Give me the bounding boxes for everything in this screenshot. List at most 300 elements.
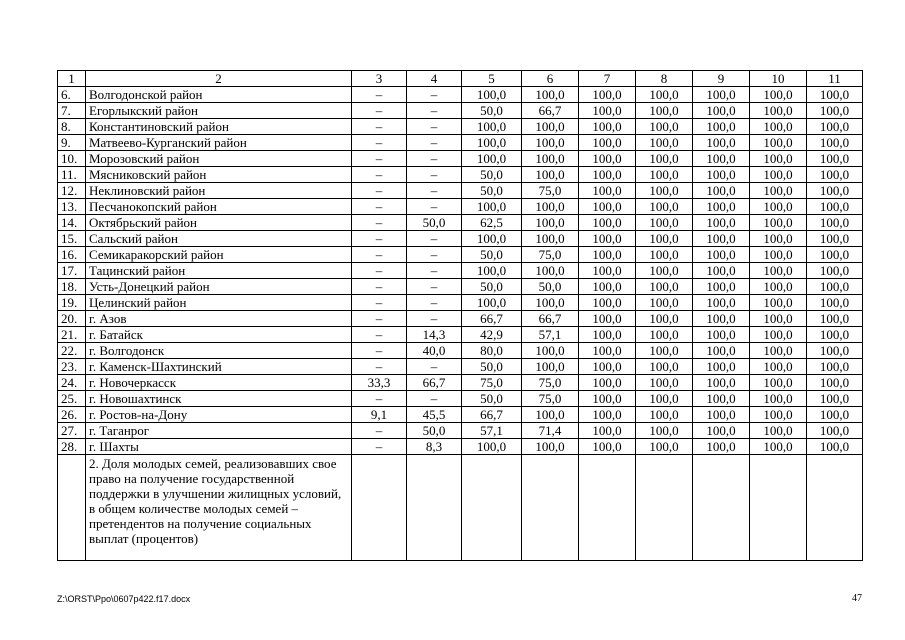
value-cell-7: 100,0 <box>579 359 636 375</box>
territory-name-cell: г. Шахты <box>86 439 352 455</box>
value-cell-6: 57,1 <box>522 327 579 343</box>
value-cell-5: 50,0 <box>462 279 522 295</box>
value-cell-10: 100,0 <box>750 311 807 327</box>
value-cell-10: 100,0 <box>750 151 807 167</box>
value-cell-9: 100,0 <box>693 391 750 407</box>
table-row <box>58 279 863 295</box>
value-cell-5: 42,9 <box>462 327 522 343</box>
value-cell-8: 100,0 <box>636 119 693 135</box>
value-cell-4: – <box>407 359 462 375</box>
value-cell-8: 100,0 <box>636 295 693 311</box>
value-cell-11: 100,0 <box>807 263 863 279</box>
value-cell-7: 100,0 <box>579 391 636 407</box>
value-cell-8: 100,0 <box>636 183 693 199</box>
territory-name-cell: г. Азов <box>86 311 352 327</box>
value-cell-3: – <box>352 423 407 439</box>
territory-name-cell: Тацинский район <box>86 263 352 279</box>
value-cell-9: 100,0 <box>693 407 750 423</box>
value-cell-6: 100,0 <box>522 151 579 167</box>
value-cell-5: 66,7 <box>462 407 522 423</box>
value-cell-10: 100,0 <box>750 359 807 375</box>
value-cell-4: 50,0 <box>407 215 462 231</box>
row-number-cell: 10. <box>58 151 86 167</box>
value-cell-5: 100,0 <box>462 231 522 247</box>
value-cell-9: 100,0 <box>693 439 750 455</box>
value-cell-4: – <box>407 119 462 135</box>
value-cell-9: 100,0 <box>693 87 750 103</box>
value-cell-9: 100,0 <box>693 199 750 215</box>
territory-name-cell: Песчанокопский район <box>86 199 352 215</box>
value-cell-8: 100,0 <box>636 423 693 439</box>
value-cell-5: 50,0 <box>462 247 522 263</box>
column-header-4: 4 <box>407 71 462 87</box>
value-cell-3: – <box>352 327 407 343</box>
value-cell-3: – <box>352 199 407 215</box>
value-cell-8: 100,0 <box>636 231 693 247</box>
table-row <box>58 407 863 423</box>
value-cell-10: 100,0 <box>750 183 807 199</box>
value-cell-8: 100,0 <box>636 87 693 103</box>
row-number-cell: 27. <box>58 423 86 439</box>
row-number-cell: 16. <box>58 247 86 263</box>
value-cell-5: 50,0 <box>462 103 522 119</box>
value-cell-11: 100,0 <box>807 183 863 199</box>
table-row <box>58 375 863 391</box>
value-cell-8: 100,0 <box>636 311 693 327</box>
row-number-cell: 9. <box>58 135 86 151</box>
row-number-cell: 24. <box>58 375 86 391</box>
value-cell-4: – <box>407 263 462 279</box>
indicator-description-row <box>58 455 863 561</box>
territory-name-cell: г. Волгодонск <box>86 343 352 359</box>
footer-file-path: Z:\ORST\Ppo\0607p422.f17.docx <box>57 594 191 604</box>
value-cell-8: 100,0 <box>636 199 693 215</box>
value-cell-10: 100,0 <box>750 423 807 439</box>
value-cell-10: 100,0 <box>750 231 807 247</box>
value-cell-7: 100,0 <box>579 231 636 247</box>
territory-name-cell: г. Батайск <box>86 327 352 343</box>
value-cell-11: 100,0 <box>807 343 863 359</box>
value-cell-6: 100,0 <box>522 167 579 183</box>
column-header-6: 6 <box>522 71 579 87</box>
value-cell-6: 100,0 <box>522 263 579 279</box>
value-cell-11: 100,0 <box>807 87 863 103</box>
value-cell-8: 100,0 <box>636 391 693 407</box>
value-cell-10: 100,0 <box>750 263 807 279</box>
value-cell-11: 100,0 <box>807 103 863 119</box>
value-cell-11: 100,0 <box>807 279 863 295</box>
table-header-row <box>58 71 863 87</box>
value-cell-6: 100,0 <box>522 215 579 231</box>
data-table <box>57 70 863 561</box>
row-number-cell: 6. <box>58 87 86 103</box>
value-cell-9: 100,0 <box>693 183 750 199</box>
value-cell-3: – <box>352 103 407 119</box>
value-cell-5: 80,0 <box>462 343 522 359</box>
row-number-cell: 22. <box>58 343 86 359</box>
value-cell-9: 100,0 <box>693 151 750 167</box>
value-cell-5: 100,0 <box>462 199 522 215</box>
value-cell-7: 100,0 <box>579 151 636 167</box>
territory-name-cell: Морозовский район <box>86 151 352 167</box>
row-number-cell: 7. <box>58 103 86 119</box>
value-cell-9: 100,0 <box>693 343 750 359</box>
value-cell-3: – <box>352 359 407 375</box>
value-cell-9: 100,0 <box>693 119 750 135</box>
value-cell-5: 100,0 <box>462 263 522 279</box>
value-cell-4: 14,3 <box>407 327 462 343</box>
indicator-description-text: 2. Доля молодых семей, реализовавших свое право на получение государственной поддержки в улучшении жилищных условий, в общем количестве молодых семей – претендентов на получение социальных выплат (процентов) <box>86 455 352 561</box>
value-cell-11: 100,0 <box>807 199 863 215</box>
value-cell-7: 100,0 <box>579 103 636 119</box>
value-cell-10: 100,0 <box>750 391 807 407</box>
territory-name-cell: Неклиновский район <box>86 183 352 199</box>
value-cell-7: 100,0 <box>579 375 636 391</box>
table-row <box>58 359 863 375</box>
row-number-cell: 25. <box>58 391 86 407</box>
value-cell-11: 100,0 <box>807 359 863 375</box>
value-cell-5: 50,0 <box>462 167 522 183</box>
value-cell-5: 57,1 <box>462 423 522 439</box>
value-cell-3: 33,3 <box>352 375 407 391</box>
value-cell-5: 50,0 <box>462 391 522 407</box>
value-cell-5: 75,0 <box>462 375 522 391</box>
value-cell-8: 100,0 <box>636 359 693 375</box>
value-cell-10: 100,0 <box>750 295 807 311</box>
value-cell-10: 100,0 <box>750 343 807 359</box>
value-cell-4: – <box>407 295 462 311</box>
table-row <box>58 295 863 311</box>
territory-name-cell: Константиновский район <box>86 119 352 135</box>
territory-name-cell: г. Таганрог <box>86 423 352 439</box>
territory-name-cell: Сальский район <box>86 231 352 247</box>
value-cell-10: 100,0 <box>750 119 807 135</box>
value-cell-9: 100,0 <box>693 215 750 231</box>
value-cell-6: 75,0 <box>522 391 579 407</box>
empty-cell <box>807 455 863 561</box>
value-cell-10: 100,0 <box>750 87 807 103</box>
value-cell-7: 100,0 <box>579 199 636 215</box>
row-number-cell: 21. <box>58 327 86 343</box>
territory-name-cell: Целинский район <box>86 295 352 311</box>
value-cell-3: – <box>352 231 407 247</box>
territory-name-cell: Семикаракорский район <box>86 247 352 263</box>
table-row <box>58 151 863 167</box>
column-header-5: 5 <box>462 71 522 87</box>
value-cell-10: 100,0 <box>750 327 807 343</box>
value-cell-4: 40,0 <box>407 343 462 359</box>
value-cell-4: – <box>407 199 462 215</box>
value-cell-4: – <box>407 183 462 199</box>
empty-cell <box>352 455 407 561</box>
row-number-cell: 8. <box>58 119 86 135</box>
value-cell-4: – <box>407 391 462 407</box>
value-cell-8: 100,0 <box>636 375 693 391</box>
table-row <box>58 343 863 359</box>
value-cell-9: 100,0 <box>693 247 750 263</box>
footer-page-number: 47 <box>852 593 862 604</box>
value-cell-6: 100,0 <box>522 407 579 423</box>
row-number-cell: 26. <box>58 407 86 423</box>
value-cell-4: – <box>407 279 462 295</box>
value-cell-4: – <box>407 167 462 183</box>
value-cell-7: 100,0 <box>579 327 636 343</box>
empty-cell <box>522 455 579 561</box>
value-cell-11: 100,0 <box>807 135 863 151</box>
table-row <box>58 439 863 455</box>
table-row <box>58 215 863 231</box>
value-cell-11: 100,0 <box>807 311 863 327</box>
column-header-11: 11 <box>807 71 863 87</box>
row-number-cell: 20. <box>58 311 86 327</box>
value-cell-10: 100,0 <box>750 215 807 231</box>
value-cell-11: 100,0 <box>807 423 863 439</box>
value-cell-11: 100,0 <box>807 295 863 311</box>
value-cell-7: 100,0 <box>579 439 636 455</box>
value-cell-3: – <box>352 295 407 311</box>
value-cell-3: – <box>352 119 407 135</box>
value-cell-9: 100,0 <box>693 359 750 375</box>
value-cell-9: 100,0 <box>693 311 750 327</box>
value-cell-4: 45,5 <box>407 407 462 423</box>
value-cell-3: – <box>352 135 407 151</box>
value-cell-6: 100,0 <box>522 87 579 103</box>
column-header-2: 2 <box>86 71 352 87</box>
value-cell-7: 100,0 <box>579 279 636 295</box>
column-header-7: 7 <box>579 71 636 87</box>
value-cell-9: 100,0 <box>693 103 750 119</box>
empty-cell <box>579 455 636 561</box>
value-cell-6: 66,7 <box>522 103 579 119</box>
value-cell-8: 100,0 <box>636 151 693 167</box>
value-cell-8: 100,0 <box>636 439 693 455</box>
value-cell-7: 100,0 <box>579 263 636 279</box>
table-row <box>58 423 863 439</box>
value-cell-3: – <box>352 151 407 167</box>
table-row <box>58 391 863 407</box>
column-header-8: 8 <box>636 71 693 87</box>
territory-name-cell: Усть-Донецкий район <box>86 279 352 295</box>
value-cell-5: 50,0 <box>462 183 522 199</box>
value-cell-10: 100,0 <box>750 247 807 263</box>
value-cell-11: 100,0 <box>807 391 863 407</box>
table-row <box>58 231 863 247</box>
value-cell-11: 100,0 <box>807 375 863 391</box>
value-cell-7: 100,0 <box>579 167 636 183</box>
empty-cell <box>750 455 807 561</box>
value-cell-6: 100,0 <box>522 199 579 215</box>
value-cell-7: 100,0 <box>579 343 636 359</box>
value-cell-6: 100,0 <box>522 343 579 359</box>
table-row <box>58 103 863 119</box>
value-cell-4: – <box>407 247 462 263</box>
value-cell-11: 100,0 <box>807 327 863 343</box>
territory-name-cell: г. Новочеркасск <box>86 375 352 391</box>
value-cell-11: 100,0 <box>807 151 863 167</box>
value-cell-10: 100,0 <box>750 279 807 295</box>
value-cell-9: 100,0 <box>693 135 750 151</box>
value-cell-6: 75,0 <box>522 247 579 263</box>
value-cell-9: 100,0 <box>693 263 750 279</box>
table-row <box>58 247 863 263</box>
value-cell-10: 100,0 <box>750 407 807 423</box>
value-cell-5: 100,0 <box>462 119 522 135</box>
row-number-cell: 23. <box>58 359 86 375</box>
value-cell-7: 100,0 <box>579 407 636 423</box>
value-cell-8: 100,0 <box>636 407 693 423</box>
value-cell-7: 100,0 <box>579 135 636 151</box>
value-cell-3: – <box>352 391 407 407</box>
column-header-1: 1 <box>58 71 86 87</box>
value-cell-7: 100,0 <box>579 247 636 263</box>
table-row <box>58 199 863 215</box>
value-cell-10: 100,0 <box>750 199 807 215</box>
row-number-cell: 12. <box>58 183 86 199</box>
value-cell-7: 100,0 <box>579 87 636 103</box>
value-cell-8: 100,0 <box>636 247 693 263</box>
value-cell-8: 100,0 <box>636 343 693 359</box>
table-row <box>58 263 863 279</box>
value-cell-5: 50,0 <box>462 359 522 375</box>
value-cell-7: 100,0 <box>579 183 636 199</box>
value-cell-6: 75,0 <box>522 375 579 391</box>
value-cell-4: 50,0 <box>407 423 462 439</box>
row-number-cell: 13. <box>58 199 86 215</box>
row-number-cell: 28. <box>58 439 86 455</box>
value-cell-11: 100,0 <box>807 167 863 183</box>
table-row <box>58 119 863 135</box>
value-cell-3: 9,1 <box>352 407 407 423</box>
value-cell-5: 62,5 <box>462 215 522 231</box>
value-cell-3: – <box>352 439 407 455</box>
value-cell-10: 100,0 <box>750 375 807 391</box>
value-cell-9: 100,0 <box>693 375 750 391</box>
value-cell-7: 100,0 <box>579 311 636 327</box>
value-cell-7: 100,0 <box>579 423 636 439</box>
value-cell-9: 100,0 <box>693 279 750 295</box>
value-cell-3: – <box>352 183 407 199</box>
value-cell-4: – <box>407 135 462 151</box>
value-cell-8: 100,0 <box>636 263 693 279</box>
territory-name-cell: Волгодонской район <box>86 87 352 103</box>
value-cell-3: – <box>352 87 407 103</box>
value-cell-3: – <box>352 167 407 183</box>
value-cell-9: 100,0 <box>693 167 750 183</box>
value-cell-10: 100,0 <box>750 103 807 119</box>
table-row <box>58 311 863 327</box>
value-cell-4: – <box>407 87 462 103</box>
table-row <box>58 135 863 151</box>
row-number-cell: 19. <box>58 295 86 311</box>
value-cell-5: 100,0 <box>462 87 522 103</box>
row-number-cell: 14. <box>58 215 86 231</box>
value-cell-11: 100,0 <box>807 215 863 231</box>
value-cell-11: 100,0 <box>807 407 863 423</box>
value-cell-9: 100,0 <box>693 423 750 439</box>
empty-cell <box>462 455 522 561</box>
value-cell-11: 100,0 <box>807 119 863 135</box>
value-cell-7: 100,0 <box>579 119 636 135</box>
value-cell-8: 100,0 <box>636 167 693 183</box>
column-header-9: 9 <box>693 71 750 87</box>
value-cell-10: 100,0 <box>750 135 807 151</box>
value-cell-6: 100,0 <box>522 119 579 135</box>
row-number-cell: 15. <box>58 231 86 247</box>
value-cell-7: 100,0 <box>579 215 636 231</box>
empty-cell <box>636 455 693 561</box>
value-cell-9: 100,0 <box>693 295 750 311</box>
value-cell-10: 100,0 <box>750 439 807 455</box>
column-header-10: 10 <box>750 71 807 87</box>
value-cell-6: 66,7 <box>522 311 579 327</box>
row-number-cell: 18. <box>58 279 86 295</box>
territory-name-cell: г. Ростов-на-Дону <box>86 407 352 423</box>
territory-name-cell: г. Каменск-Шахтинский <box>86 359 352 375</box>
value-cell-5: 100,0 <box>462 295 522 311</box>
value-cell-3: – <box>352 263 407 279</box>
territory-name-cell: г. Новошахтинск <box>86 391 352 407</box>
territory-name-cell: Мясниковский район <box>86 167 352 183</box>
value-cell-8: 100,0 <box>636 135 693 151</box>
value-cell-4: – <box>407 151 462 167</box>
value-cell-6: 50,0 <box>522 279 579 295</box>
value-cell-6: 71,4 <box>522 423 579 439</box>
table-row <box>58 183 863 199</box>
empty-cell <box>58 455 86 561</box>
value-cell-3: – <box>352 311 407 327</box>
territory-name-cell: Егорлыкский район <box>86 103 352 119</box>
value-cell-6: 100,0 <box>522 135 579 151</box>
row-number-cell: 17. <box>58 263 86 279</box>
value-cell-3: – <box>352 215 407 231</box>
value-cell-5: 100,0 <box>462 151 522 167</box>
value-cell-6: 100,0 <box>522 439 579 455</box>
value-cell-4: – <box>407 103 462 119</box>
column-header-3: 3 <box>352 71 407 87</box>
value-cell-11: 100,0 <box>807 247 863 263</box>
value-cell-7: 100,0 <box>579 295 636 311</box>
value-cell-6: 100,0 <box>522 359 579 375</box>
table-row <box>58 87 863 103</box>
value-cell-6: 100,0 <box>522 231 579 247</box>
territory-name-cell: Матвеево-Курганский район <box>86 135 352 151</box>
table-row <box>58 167 863 183</box>
value-cell-3: – <box>352 279 407 295</box>
value-cell-11: 100,0 <box>807 439 863 455</box>
value-cell-4: – <box>407 311 462 327</box>
value-cell-6: 75,0 <box>522 183 579 199</box>
value-cell-10: 100,0 <box>750 167 807 183</box>
value-cell-3: – <box>352 247 407 263</box>
value-cell-8: 100,0 <box>636 279 693 295</box>
value-cell-3: – <box>352 343 407 359</box>
table-body <box>58 71 863 561</box>
value-cell-4: 66,7 <box>407 375 462 391</box>
value-cell-4: 8,3 <box>407 439 462 455</box>
value-cell-11: 100,0 <box>807 231 863 247</box>
table-row <box>58 327 863 343</box>
value-cell-6: 100,0 <box>522 295 579 311</box>
row-number-cell: 11. <box>58 167 86 183</box>
value-cell-4: – <box>407 231 462 247</box>
value-cell-8: 100,0 <box>636 103 693 119</box>
value-cell-9: 100,0 <box>693 231 750 247</box>
value-cell-9: 100,0 <box>693 327 750 343</box>
territory-name-cell: Октябрьский район <box>86 215 352 231</box>
empty-cell <box>693 455 750 561</box>
value-cell-5: 100,0 <box>462 135 522 151</box>
value-cell-8: 100,0 <box>636 327 693 343</box>
